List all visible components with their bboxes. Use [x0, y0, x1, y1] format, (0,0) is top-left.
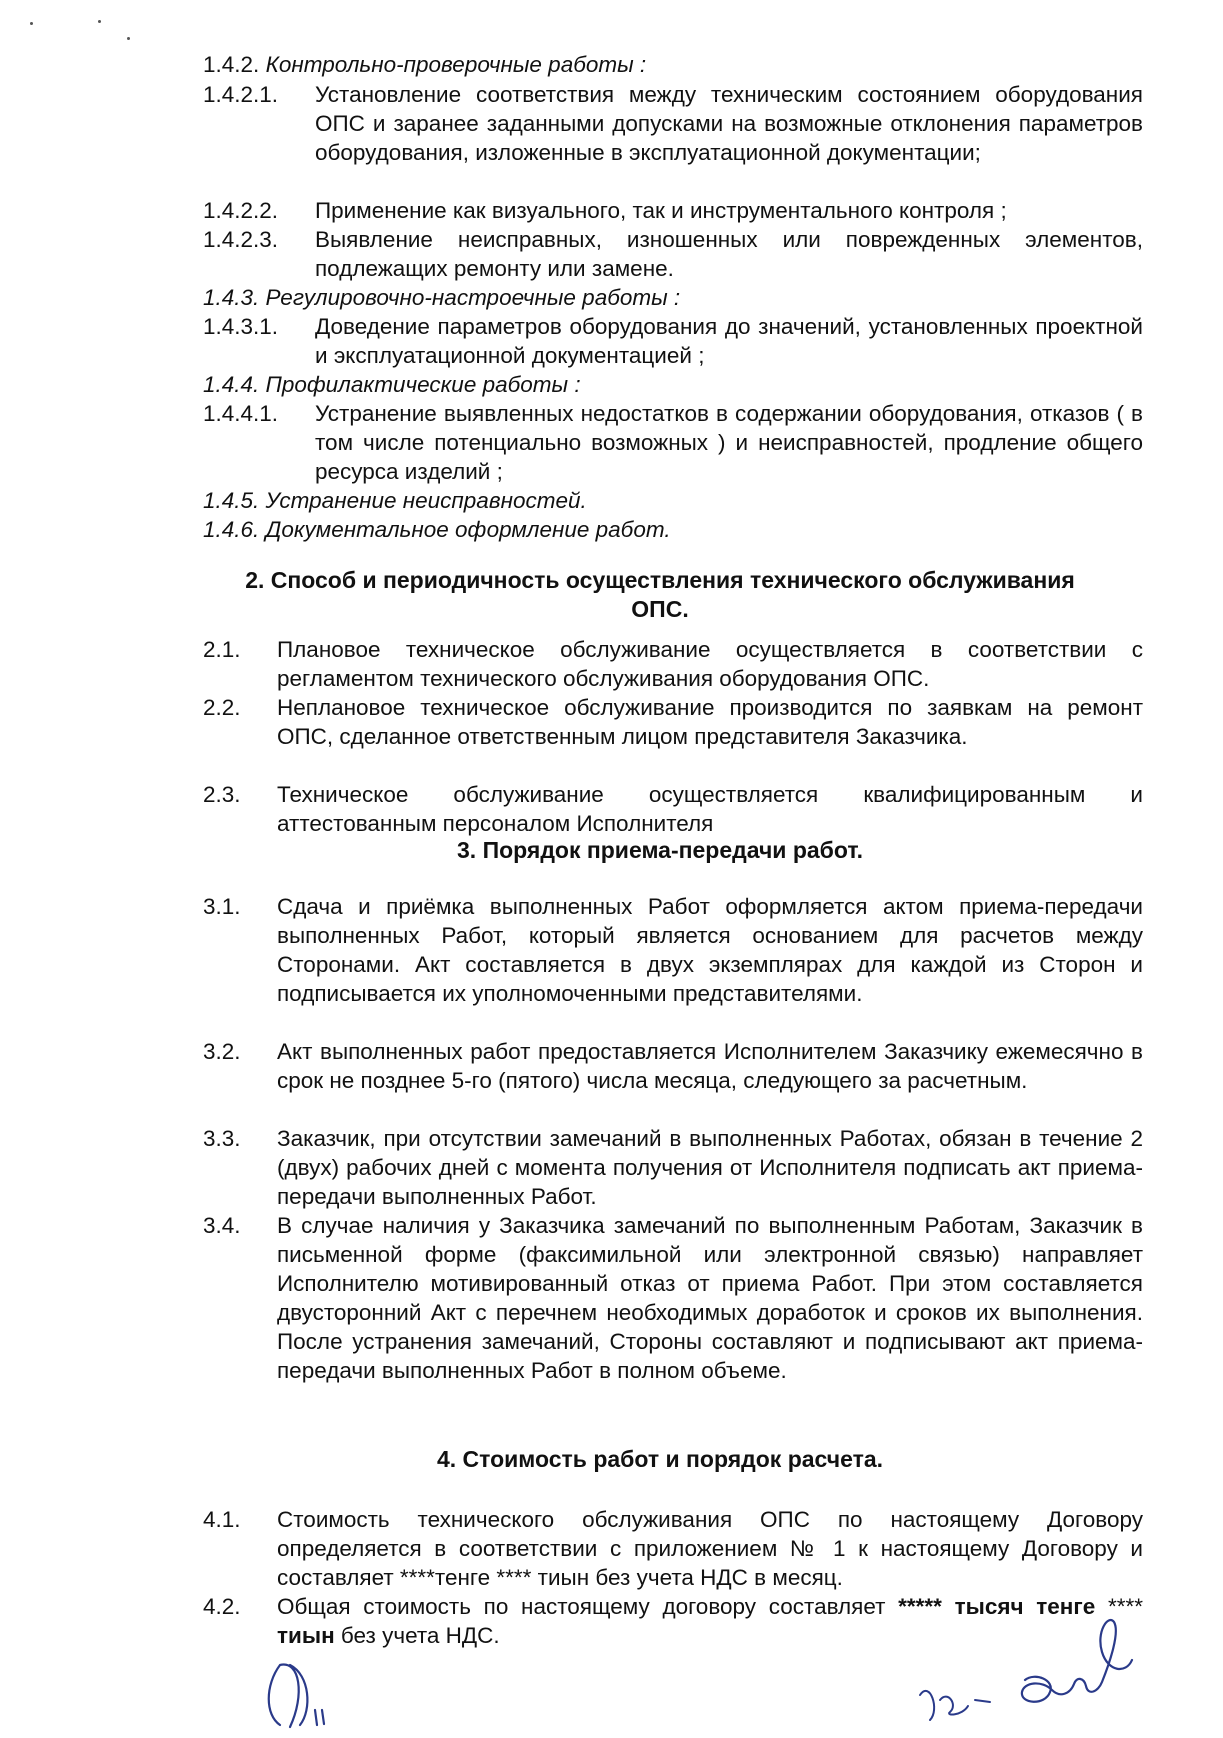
subheading-1-4-3: 1.4.3. Регулировочно-настроечные работы : [203, 285, 681, 310]
item-text: Устранение выявленных недостатков в содержании оборудования, отказов ( в том числе потенциально возможных ) и неисправностей, продление общего ресурса изделий ; [315, 401, 1143, 484]
section-3-title: 3. Порядок приема-передачи работ. [457, 837, 863, 863]
subheading-1-4-2 [203, 50, 1103, 79]
scan-speck [98, 20, 101, 23]
item-number: 2.1. [203, 637, 241, 662]
section-4-title: 4. Стоимость работ и порядок расчета. [436, 1446, 884, 1472]
scan-speck [30, 22, 33, 25]
subheading-1-4-5: 1.4.5. Устранение неисправностей. [203, 488, 587, 513]
item-text: В случае наличия у Заказчика замечаний по выполненным Работам, Заказчик в письменной форме (факсимильной или электронной связью) направляет Исполнителю мотивированный отказ от приема Работ. При этом составляется двусторонний Акт с перечнем необходимых доработок и сроков их выполнения. После устранения замечаний, Стороны составляют и подписывают акт приема-передачи выполненных Работ в полном объеме. [277, 1213, 1143, 1383]
item-text: Плановое техническое обслуживание осуществляется в соответствии с регламентом технического обслуживания оборудования ОПС. [277, 637, 1143, 691]
section-2-title-line2: ОПС. [631, 596, 689, 622]
item-text: Сдача и приёмка выполненных Работ оформляется актом приема-передачи выполненных Работ, который является основанием для расчетов между Сторонами. Акт составляется в двух экземплярах для каждой из Сторон и подписывается их уполномоченными представителями. [277, 894, 1143, 1006]
item-number: 4.2. [203, 1594, 241, 1619]
item-text: Применение как визуального, так и инструментального контроля ; [315, 198, 1007, 223]
item-number: 3.2. [203, 1039, 241, 1064]
item-number: 4.1. [203, 1507, 241, 1532]
section-2-title-line1: 2. Способ и периодичность осуществления технического обслуживания [245, 567, 1075, 593]
item-number: 1.4.3.1. [203, 314, 279, 339]
subheading-1-4-6: 1.4.6. Документальное оформление работ. [203, 517, 671, 542]
item-number: 3.3. [203, 1126, 241, 1151]
subheading-text: Контрольно-проверочные работы : [265, 52, 647, 77]
item-number: 1.4.2.2. [203, 198, 279, 223]
signature-left [260, 1655, 350, 1735]
item-text: Техническое обслуживание осуществляется квалифицированным и аттестованным персоналом Исполнителя [277, 782, 1143, 836]
item-number: 1.4.2.3. [203, 227, 279, 252]
subheading-1-4-4: 1.4.4. Профилактические работы : [203, 372, 581, 397]
item-number: 3.4. [203, 1213, 241, 1238]
item-text: Акт выполненных работ предоставляется Исполнителем Заказчику ежемесячно в срок не позднее 5-го (пятого) числа месяца, следующего за расчетным. [277, 1039, 1143, 1093]
item-number: 2.2. [203, 695, 241, 720]
item-text: Установление соответствия между техническим состоянием оборудования ОПС и заранее заданными допусками на возможные отклонения параметров оборудования, изложенные в эксплуатационной документации; [315, 82, 1143, 165]
item-text: Доведение параметров оборудования до значений, установленных проектной и эксплуатационной документацией ; [315, 314, 1143, 368]
item-text-part: без учета НДС. [334, 1623, 500, 1648]
signature-right [900, 1600, 1170, 1735]
total-amount-tenge: ***** тысяч тенге [898, 1594, 1096, 1619]
item-text: Стоимость технического обслуживания ОПС по настоящему Договору определяется в соответствии с приложением № 1 к настоящему Договору и составляет ****тенге **** тиын без учета НДС в месяц. [277, 1507, 1143, 1590]
item-number: 1.4.2.1. [203, 82, 279, 107]
item-text: Неплановое техническое обслуживание производится по заявкам на ремонт ОПС, сделанное ответственным лицом представителя Заказчика. [277, 695, 1143, 749]
item-text-part: Общая стоимость по настоящему договору составляет [277, 1594, 899, 1619]
item-text: Выявление неисправных, изношенных или поврежденных элементов, подлежащих ремонту или замене. [315, 227, 1143, 281]
total-amount-tiyn-stars: **** [1107, 1594, 1143, 1619]
total-amount-tiyn-label: тиын [277, 1623, 335, 1648]
item-number: 1.4.4.1. [203, 401, 279, 426]
scan-speck [127, 37, 130, 40]
item-text: Заказчик, при отсутствии замечаний в выполненных Работах, обязан в течение 2 (двух) рабочих дней с момента получения от Исполнителя подписать акт приема-передачи выполненных Работ. [277, 1126, 1143, 1209]
item-number: 2.3. [203, 782, 241, 807]
subheading-number: 1.4.2. [203, 52, 260, 77]
item-number: 3.1. [203, 894, 241, 919]
